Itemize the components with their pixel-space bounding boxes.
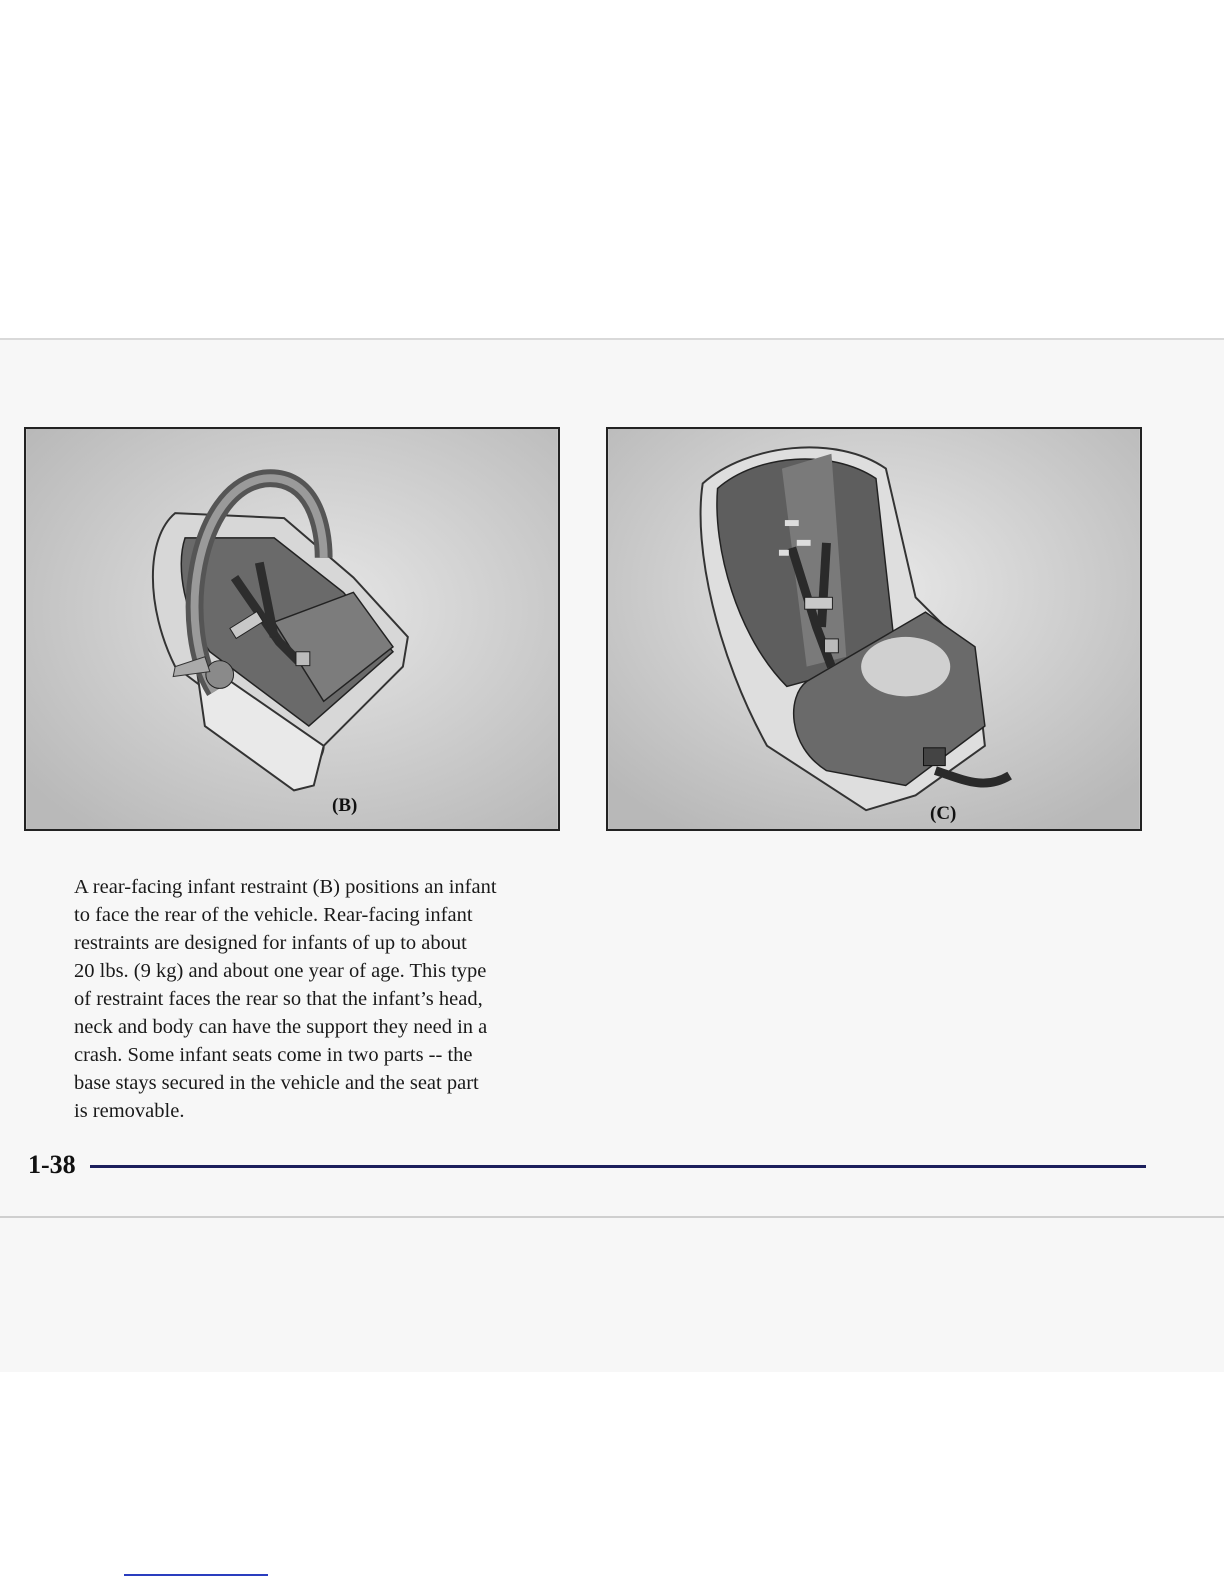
- body-line: to face the rear of the vehicle. Rear-facing infant: [74, 904, 473, 926]
- body-line: 20 lbs. (9 kg) and about one year of age. This type: [74, 960, 487, 982]
- body-line: A rear-facing infant restraint (B) positions an infant: [74, 876, 497, 898]
- figure-label-b: (B): [332, 795, 358, 816]
- body-line: restraints are designed for infants of up to about: [74, 932, 467, 954]
- body-line: crash. Some infant seats come in two parts -- the: [74, 1044, 473, 1066]
- body-line: neck and body can have the support they need in a: [74, 1016, 488, 1038]
- band-divider: [0, 1216, 1224, 1218]
- convertible-seat-illustration-icon: [608, 429, 1140, 829]
- body-paragraph: [74, 873, 574, 1125]
- page-number: 1-38: [28, 1150, 76, 1179]
- body-line: of restraint faces the rear so that the infant’s head,: [74, 988, 483, 1010]
- footer-rule: [90, 1165, 1146, 1168]
- figure-label-c: (C): [930, 803, 957, 824]
- infant-seat-illustration-icon: [26, 429, 558, 829]
- bottom-link-rule: [124, 1574, 268, 1576]
- body-line: base stays secured in the vehicle and the seat part: [74, 1072, 479, 1094]
- figure-infant-seat: [24, 427, 560, 831]
- body-line: is removable.: [74, 1100, 185, 1122]
- figure-convertible-seat: [606, 427, 1142, 831]
